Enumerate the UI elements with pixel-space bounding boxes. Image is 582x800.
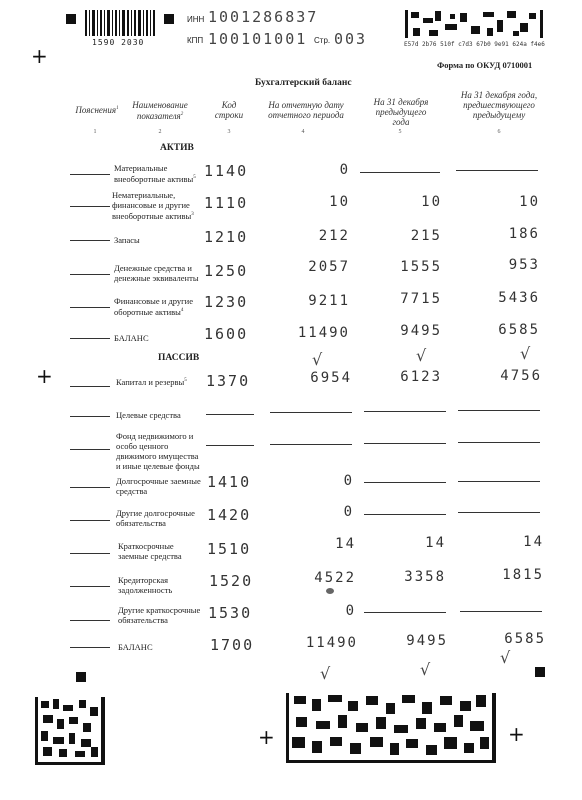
notes-line: [70, 520, 110, 521]
value-prev-year: 6123: [400, 369, 442, 385]
notes-line: [70, 274, 110, 275]
notes-line: [70, 487, 110, 488]
row-name: Кредиторская задолженность: [118, 575, 173, 595]
empty-line: [364, 411, 446, 412]
notes-line: [70, 449, 110, 450]
col-header-current: На отчетную дату отчетного периода: [268, 100, 344, 120]
marker-square-tl1: [66, 14, 76, 24]
row-name: Целевые средства: [116, 410, 181, 420]
row-code: 1210: [204, 228, 249, 246]
form-label: Форма по ОКУД 0710001: [437, 60, 533, 70]
row-name: Фонд недвижимого и особо ценного движимого имущества и иные целевые фонды: [116, 431, 200, 471]
value-before-prev: 6585: [498, 322, 540, 338]
marker-square-bl: [76, 672, 86, 682]
inn-label: ИНН: [187, 15, 205, 24]
value-current: 0: [343, 504, 354, 520]
value-before-prev: 1815: [502, 567, 544, 583]
top-right-2d-barcode: [405, 10, 543, 38]
row-name: Другие краткосрочные обязательства: [118, 605, 201, 625]
row-name: БАЛАНС: [114, 333, 149, 343]
checkmark-icon: √: [520, 344, 531, 363]
value-prev-year: 9495: [406, 633, 448, 649]
col-num-3: 3: [227, 129, 231, 135]
empty-line: [364, 612, 446, 613]
notes-line: [70, 620, 110, 621]
page-label: Стр.: [314, 36, 331, 45]
empty-line: [456, 170, 538, 171]
empty-line: [364, 514, 446, 515]
bottom-center-2d-barcode: [286, 693, 496, 763]
notes-line: [70, 416, 110, 417]
notes-line: [70, 386, 110, 387]
bottom-left-2d-barcode: [35, 697, 105, 765]
empty-line: [360, 172, 440, 173]
checkmark-icon: √: [420, 660, 431, 679]
kpp-label: КПП: [187, 36, 204, 45]
notes-line: [70, 174, 110, 175]
empty-line: [270, 444, 352, 445]
value-current: 2057: [308, 259, 350, 275]
inn-value: 1001286837: [208, 8, 319, 26]
col-num-5: 5: [398, 129, 402, 135]
row-code: 1250: [204, 262, 249, 280]
value-current: 10: [329, 194, 350, 210]
empty-line: [270, 412, 352, 413]
plus-mark-icon-bl: +: [258, 725, 275, 749]
col-num-1: 1: [93, 129, 97, 135]
row-name: Денежные средства и денежные эквиваленты: [114, 263, 199, 283]
value-prev-year: 1555: [400, 259, 442, 275]
checkmark-icon: √: [416, 346, 427, 365]
empty-line: [364, 443, 446, 444]
notes-line: [70, 553, 110, 554]
empty-line: [364, 482, 446, 483]
row-code: 1230: [204, 293, 249, 311]
value-before-prev: 6585: [504, 631, 546, 647]
row-name: Нематериальные, финансовые и другие внеоборотные активы$^3$: [112, 190, 194, 221]
col-header-name: Наименование показателя$^2$: [132, 100, 188, 121]
page-value: 003: [334, 30, 368, 48]
row-code: 1110: [204, 194, 249, 212]
col-header-notes: Пояснения$^1$: [75, 105, 119, 115]
row-name: Запасы: [114, 235, 140, 245]
col-header-prev-year: На 31 декабря предыдущего года: [373, 97, 429, 127]
value-before-prev: 4756: [500, 368, 542, 384]
section-liabilities: ПАССИВ: [158, 353, 200, 363]
row-name: Краткосрочные заемные средства: [118, 541, 182, 561]
kpp-value: 100101001: [208, 30, 308, 48]
value-current: 9211: [308, 293, 350, 309]
marker-square-br: [535, 667, 545, 677]
marker-square-tl2: [164, 14, 174, 24]
row-code: 1510: [207, 540, 252, 558]
notes-line: [70, 240, 110, 241]
row-name: БАЛАНС: [118, 642, 153, 652]
plus-mark-icon-ml: +: [36, 364, 53, 388]
notes-line: [70, 206, 110, 207]
value-current: 212: [318, 228, 350, 244]
row-name: Капитал и резервы$^5$: [116, 376, 187, 387]
row-name: Финансовые и другие оборотные активы$^4$: [114, 296, 193, 317]
empty-line: [458, 410, 540, 411]
document-title: Бухгалтерский баланс: [255, 78, 352, 88]
col-num-2: 2: [158, 129, 162, 135]
value-current: 4522: [314, 570, 356, 586]
value-prev-year: 215: [410, 228, 442, 244]
value-current: 6954: [310, 370, 352, 386]
col-num-4: 4: [301, 129, 305, 135]
value-before-prev: 5436: [498, 290, 540, 306]
value-before-prev: 953: [508, 257, 540, 273]
barcode-number: 1590 2030: [92, 38, 145, 47]
hash-text: E57d 2b76 510f c7d3 67b0 9e91 624a f4e6: [404, 41, 545, 48]
value-prev-year: 7715: [400, 291, 442, 307]
row-code: 1140: [204, 162, 249, 180]
plus-mark-icon-br: +: [508, 722, 525, 746]
value-prev-year: 3358: [404, 569, 446, 585]
empty-line: [458, 442, 540, 443]
value-current: 0: [343, 473, 354, 489]
checkmark-icon: √: [312, 350, 323, 369]
value-prev-year: 14: [425, 535, 446, 551]
top-left-barcode: [85, 10, 155, 36]
ink-blot: [326, 588, 334, 594]
row-name: Долгосрочные заемные средства: [116, 476, 201, 496]
col-header-code: Код строки: [214, 100, 244, 120]
row-code: 1370: [206, 372, 251, 390]
plus-mark-icon-tl: +: [31, 44, 48, 68]
row-code: 1700: [210, 636, 255, 654]
section-assets: АКТИВ: [160, 143, 194, 153]
empty-line: [460, 611, 542, 612]
col-header-before-prev: На 31 декабря года, предшествующего предыдущему: [460, 90, 538, 120]
row-name: Другие долгосрочные обязательства: [116, 508, 195, 528]
value-current: 11490: [305, 635, 358, 651]
value-prev-year: 9495: [400, 323, 442, 339]
checkmark-icon: √: [320, 664, 331, 683]
notes-line: [70, 586, 110, 587]
row-code: 1600: [204, 325, 249, 343]
row-code: 1530: [208, 604, 253, 622]
notes-line: [70, 338, 110, 339]
row-code: 1420: [207, 506, 252, 524]
col-num-6: 6: [497, 129, 501, 135]
value-current: 0: [345, 603, 356, 619]
row-name: Материальные внеоборотные активы$^5$: [114, 163, 196, 184]
value-before-prev: 10: [519, 194, 540, 210]
row-code: 1410: [207, 473, 252, 491]
value-current: 11490: [297, 325, 350, 341]
notes-line: [70, 307, 110, 308]
checkmark-icon: √: [500, 648, 511, 667]
row-code: 1520: [209, 572, 254, 590]
code-line: [206, 445, 254, 446]
notes-line: [70, 647, 110, 648]
code-line: [206, 414, 254, 415]
value-current: 14: [335, 536, 356, 552]
empty-line: [458, 481, 540, 482]
value-current: 0: [339, 162, 350, 178]
value-prev-year: 10: [421, 194, 442, 210]
value-before-prev: 186: [508, 226, 540, 242]
value-before-prev: 14: [523, 534, 544, 550]
empty-line: [458, 512, 540, 513]
